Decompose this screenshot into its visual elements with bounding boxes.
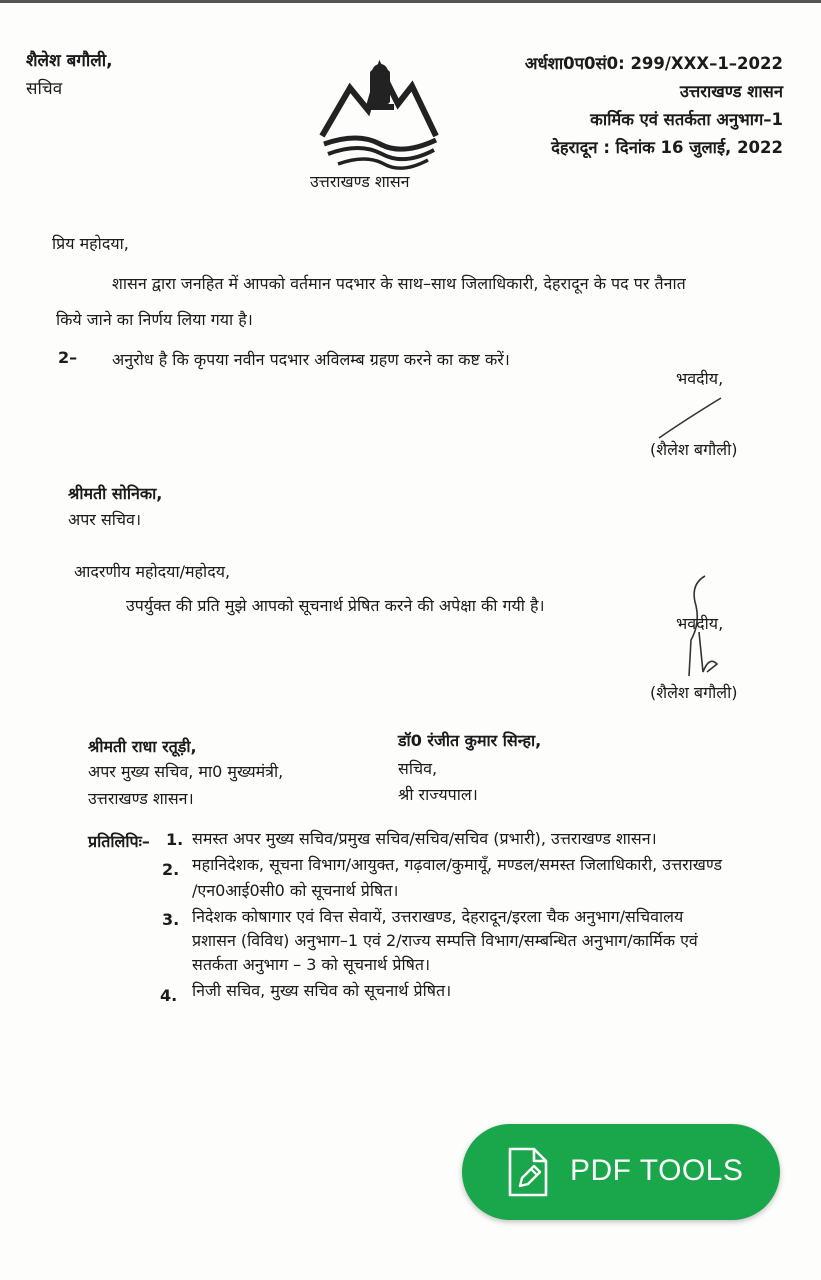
addressee-3-name: डॉ0 रंजीत कुमार सिन्हा, [398, 731, 542, 750]
pdf-tools-label: PDF TOOLS [570, 1154, 744, 1187]
addressee-1-name: श्रीमती सोनिका, [68, 484, 163, 503]
state-emblem-icon [318, 48, 440, 173]
salutation-2: आदरणीय महोदया/महोदय, [74, 562, 231, 581]
pdf-edit-icon [506, 1146, 550, 1198]
cc-item-3-line-3: सतर्कता अनुभाग – 3 को सूचनार्थ प्रेषित। [192, 955, 431, 974]
addressee-2-line-1: अपर मुख्य सचिव, मा0 मुख्यमंत्री, [88, 762, 284, 781]
cc-item-2-number: 2. [162, 860, 180, 879]
signatory-2: (शैलेश बगौली) [650, 683, 738, 702]
reference-date: देहरादून : दिनांक 16 जुलाई, 2022 [551, 138, 783, 157]
reference-block [525, 50, 783, 162]
closing-2: भवदीय, [676, 614, 724, 633]
reference-section: कार्मिक एवं सतर्कता अनुभाग–1 [590, 110, 783, 129]
cc-item-3-number: 3. [162, 910, 180, 929]
salutation: प्रिय महोदया, [52, 234, 129, 253]
reference-government: उत्तराखण्ड शासन [679, 82, 783, 101]
cc-item-1-line-1: समस्त अपर मुख्य सचिव/प्रमुख सचिव/सचिव/सचिव (प्रभारी), उत्तराखण्ड शासन। [192, 829, 657, 848]
addressee-1-designation: अपर सचिव। [68, 510, 142, 529]
sender-designation: सचिव [26, 79, 63, 99]
signature-1-icon [655, 392, 735, 442]
emblem-caption: उत्तराखण्ड शासन [310, 172, 410, 191]
addressee-2-name: श्रीमती राधा रतूड़ी, [88, 737, 197, 756]
top-edge [0, 0, 821, 3]
cc-item-4-number: 4. [160, 986, 178, 1005]
paragraph-1-line-2: किये जाने का निर्णय लिया गया है। [56, 310, 253, 329]
cc-item-1-number: 1. [166, 830, 184, 849]
signatory-1: (शैलेश बगौली) [650, 440, 738, 459]
cc-item-3-line-2: प्रशासन (विविध) अनुभाग–1 एवं 2/राज्य सम्पत्ति विभाग/सम्बन्धित अनुभाग/कार्मिक एवं [192, 931, 698, 950]
paragraph-2-text: अनुरोध है कि कृपया नवीन पदभार अविलम्ब ग्रहण करने का कष्ट करें। [112, 350, 510, 369]
copy-to-label: प्रतिलिपिः– [88, 832, 150, 851]
closing-1: भवदीय, [676, 369, 724, 388]
addressee-3-line-2: श्री राज्यपाल। [398, 785, 478, 804]
paragraph-2-number: 2– [58, 348, 78, 367]
sender-name: शैलेश बगौली, [26, 51, 113, 71]
cc-item-4-line-1: निजी सचिव, मुख्य सचिव को सूचनार्थ प्रेषित। [192, 981, 452, 1000]
cc-item-2-line-1: महानिदेशक, सूचना विभाग/आयुक्त, गढ़वाल/कुमायूँ, मण्डल/समस्त जिलाधिकारी, उत्तराखण्ड [192, 855, 723, 874]
cc-item-3-line-1: निदेशक कोषागार एवं वित्त सेवायें, उत्तराखण्ड, देहरादून/इरला चैक अनुभाग/सचिवालय [192, 907, 684, 926]
forwarding-text: उपर्युक्त की प्रति मुझे आपको सूचनार्थ प्रेषित करने की अपेक्षा की गयी है। [126, 596, 545, 615]
pdf-tools-button[interactable] [462, 1124, 780, 1220]
paragraph-1-line-1: शासन द्वारा जनहित में आपको वर्तमान पदभार के साथ–साथ जिलाधिकारी, देहरादून के पद पर तैनात [112, 274, 686, 293]
addressee-3-line-1: सचिव, [398, 759, 438, 778]
reference-number: अर्धशा0प0सं0: 299/XXX–1–2022 [524, 54, 783, 73]
cc-item-2-line-2: /एन0आई0सी0 को सूचनार्थ प्रेषित। [192, 881, 399, 900]
addressee-2-line-2: उत्तराखण्ड शासन। [88, 789, 194, 808]
